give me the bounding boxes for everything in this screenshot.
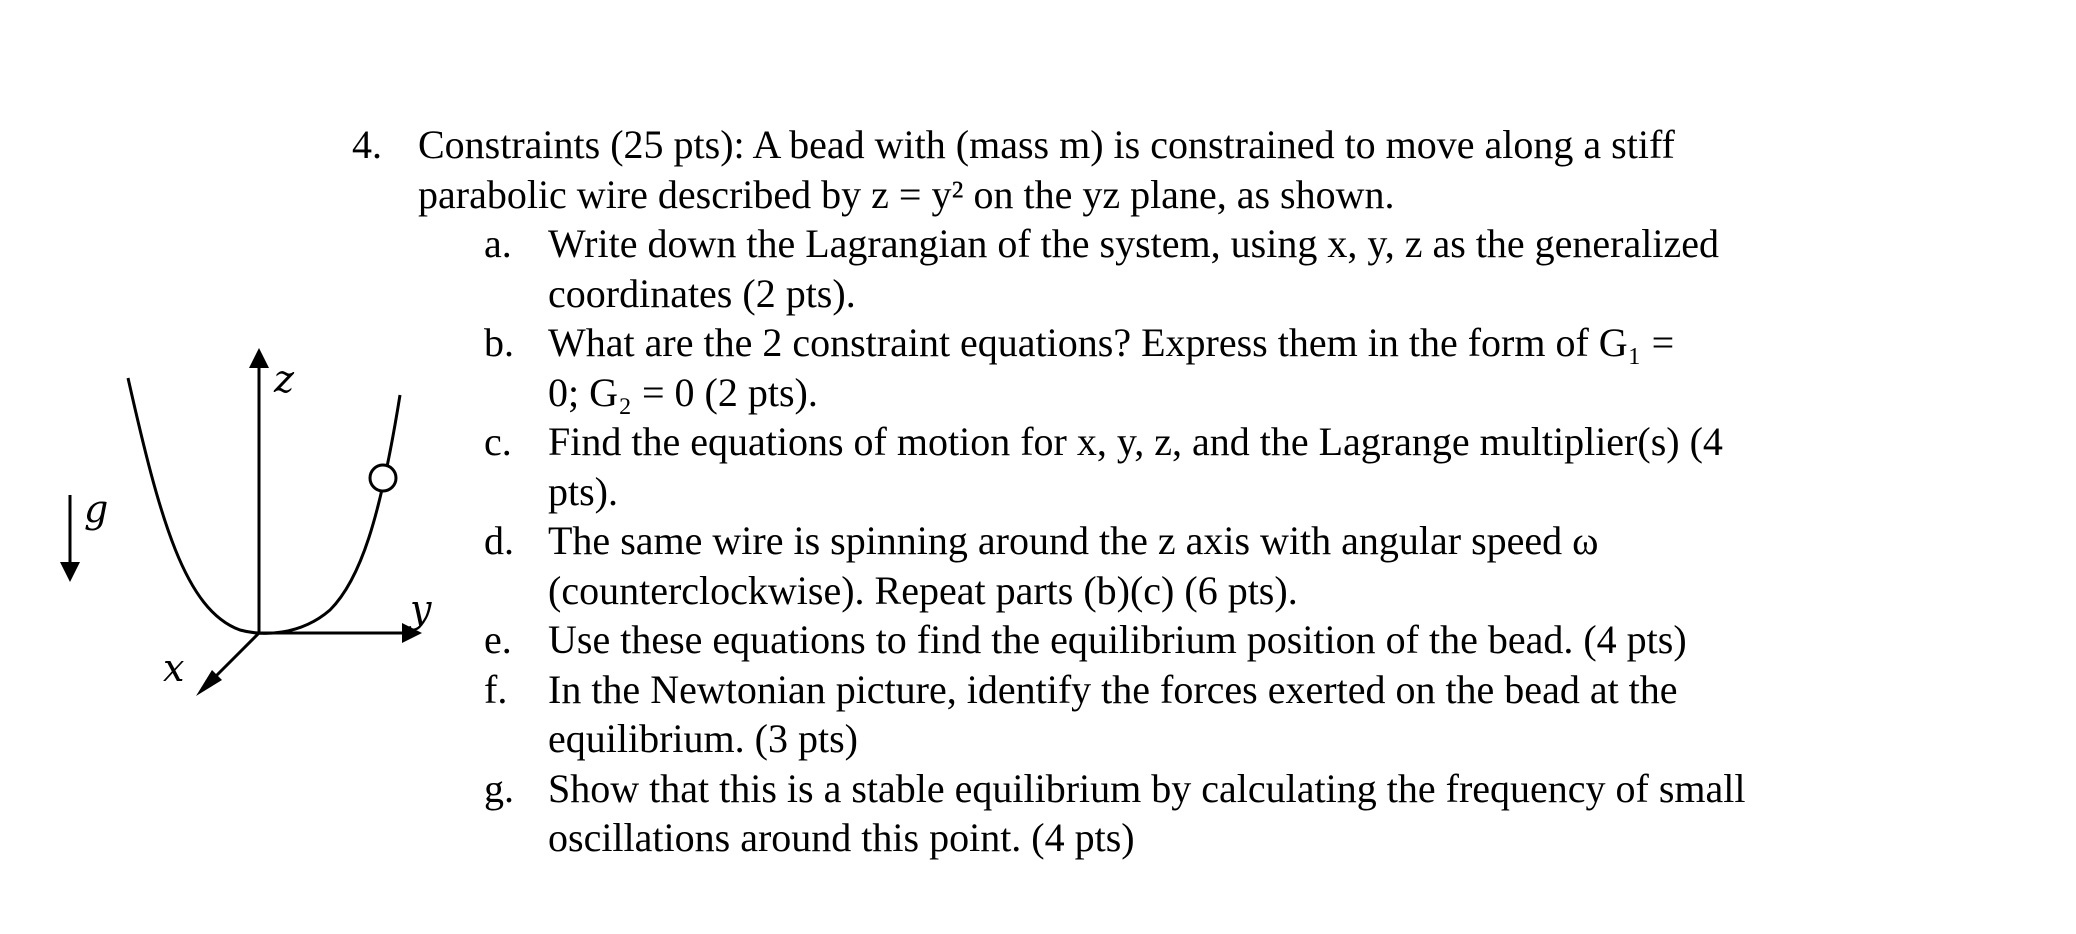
part-e-letter: e. (484, 617, 512, 662)
part-d-letter: d. (484, 518, 514, 563)
part-d-cont (352, 566, 1912, 616)
part-g-line2: oscillations around this point. (4 pts) (548, 815, 1135, 860)
part-d (352, 516, 1912, 566)
part-a-cont (352, 269, 1912, 319)
part-g (352, 764, 1912, 814)
x-axis (196, 633, 259, 696)
part-b-line1: What are the 2 constraint equations? Express them in the form of G₁ = (548, 320, 1675, 365)
part-c-cont (352, 467, 1912, 517)
problem-line2: parabolic wire described by z = y² on the yz plane, as shown. (418, 171, 1395, 217)
part-f-line1: In the Newtonian picture, identify the forces exerted on the bead at the (548, 666, 1678, 712)
part-d-line2: (counterclockwise). Repeat parts (b)(c) (6 pts). (548, 567, 1298, 613)
part-e-line1: Use these equations to find the equilibrium position of the bead. (4 pts) (548, 617, 1687, 662)
problem-heading-line2 (352, 170, 1912, 220)
part-f (352, 665, 1912, 715)
part-c-line1: Find the equations of motion for x, y, z, and the Lagrange multiplier(s) (4 (548, 419, 1723, 464)
part-f-line2: equilibrium. (3 pts) (548, 716, 858, 761)
part-b-line2: 0; G₂ = 0 (2 pts). (548, 369, 818, 415)
gravity-arrow (60, 495, 80, 582)
x-axis-label: x (163, 646, 185, 690)
z-axis (249, 348, 269, 633)
part-b (352, 318, 1912, 368)
problem-heading-line1 (352, 120, 1912, 170)
part-b-cont (352, 368, 1912, 418)
y-axis-label: y (410, 587, 432, 631)
problem-line1: Constraints (25 pts): A bead with (mass m) is constrained to move along a stiff (418, 122, 1675, 167)
part-c-line2: pts). (548, 468, 618, 514)
part-a-letter: a. (484, 221, 512, 266)
problem-number: 4. (352, 122, 382, 167)
part-a-line1: Write down the Lagrangian of the system, using x, y, z as the generalized (548, 221, 1719, 266)
part-a (352, 219, 1912, 269)
part-a-line2: coordinates (2 pts). (548, 270, 856, 316)
z-axis-label: z (274, 357, 295, 401)
part-g-line1: Show that this is a stable equilibrium by calculating the frequency of small (548, 765, 1746, 811)
part-c-letter: c. (484, 419, 512, 464)
part-f-letter: f. (484, 666, 508, 712)
problem-statement (352, 120, 1912, 863)
part-f-cont (352, 714, 1912, 764)
part-c (352, 417, 1912, 467)
part-b-letter: b. (484, 320, 514, 365)
part-d-line1: The same wire is spinning around the z axis with angular speed ω (548, 518, 1599, 563)
part-g-cont (352, 813, 1912, 863)
part-e (352, 615, 1912, 665)
part-g-letter: g. (484, 765, 514, 811)
gravity-label: g (84, 487, 109, 531)
